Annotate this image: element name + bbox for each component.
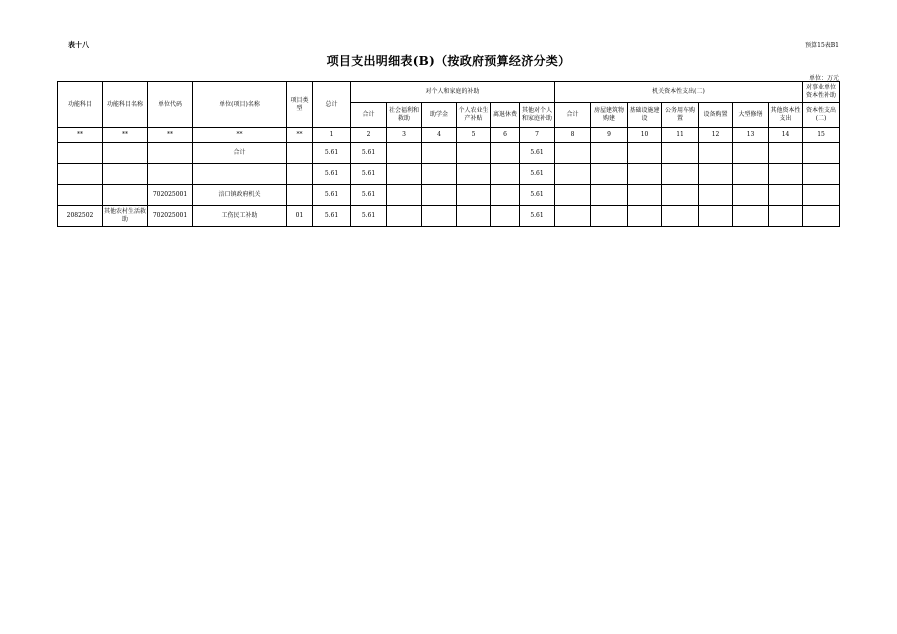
index-cell: 2 [351,128,387,143]
cell-func-name: 其他农村生活救助 [103,206,148,227]
cell-project-type: 01 [287,206,313,227]
sub-other-personal: 其他对个人和家庭补助 [520,103,555,128]
col-func-name: 功能科目名称 [103,82,148,128]
index-cell: ** [287,128,313,143]
unit-label: 单位：万元 [808,75,839,82]
form-code: 预算15表B1 [805,42,839,49]
cell-personal-total: 5.61 [351,143,387,164]
index-cell: ** [103,128,148,143]
cell-func-name [103,164,148,185]
cell-unit-code [148,143,193,164]
index-row [58,128,840,143]
index-cell: 8 [555,128,591,143]
sub-infrastructure: 基础设施建设 [628,103,662,128]
index-cell: ** [148,128,193,143]
index-cell: 12 [699,128,733,143]
cell-personal-total: 5.61 [351,206,387,227]
cell-total: 5.61 [313,206,351,227]
cell-unit-name: 工伤民工补助 [193,206,287,227]
cell-total: 5.61 [313,143,351,164]
col-project-type: 项目类型 [287,82,313,128]
table-row [58,206,840,227]
cell-other-personal: 5.61 [520,143,555,164]
cell-unit-name [193,164,287,185]
table-row [58,164,840,185]
cell-other-personal: 5.61 [520,206,555,227]
index-cell: 9 [591,128,628,143]
sub-social-welfare: 社会福利和救助 [387,103,422,128]
col-total: 总计 [313,82,351,128]
index-cell: 15 [803,128,840,143]
sub-vehicle: 公务用车购置 [662,103,699,128]
sub-capital-total: 合计 [555,103,591,128]
table-row [58,143,840,164]
cell-unit-code [148,164,193,185]
cell-func-code [58,143,103,164]
index-cell: 4 [422,128,457,143]
col-unit-code: 单位代码 [148,82,193,128]
index-cell: 5 [457,128,491,143]
sub-other-capital: 其他资本性支出 [769,103,803,128]
index-cell: 7 [520,128,555,143]
index-cell: 13 [733,128,769,143]
sub-agri-subsidy: 个人农业生产补贴 [457,103,491,128]
table-number: 表十八 [68,40,89,49]
cell-func-code [58,185,103,206]
sub-personal-total: 合计 [351,103,387,128]
index-cell: 10 [628,128,662,143]
cell-project-type [287,185,313,206]
index-cell: ** [193,128,287,143]
cell-unit-code: 702025001 [148,206,193,227]
cell-personal-total: 5.61 [351,185,387,206]
sub-repair: 大型修缮 [733,103,769,128]
sub-building: 房屋建筑物购建 [591,103,628,128]
cell-other-personal: 5.61 [520,185,555,206]
cell-func-name [103,143,148,164]
index-cell: ** [58,128,103,143]
group-capital-expenditure: 机关资本性支出(二) [555,82,803,103]
cell-total: 5.61 [313,164,351,185]
cell-unit-name: 合计 [193,143,287,164]
group-personal-subsidy: 对个人和家庭的补助 [351,82,555,103]
project-expenditure-table [57,81,840,227]
sub-enterprise-capital: 资本性支出(二) [803,103,840,128]
cell-func-code [58,164,103,185]
cell-project-type [287,164,313,185]
table-row [58,185,840,206]
sub-equipment: 设备购置 [699,103,733,128]
col-unit-name: 单位(项目)名称 [193,82,287,128]
index-cell: 1 [313,128,351,143]
cell-unit-code: 702025001 [148,185,193,206]
index-cell: 6 [491,128,520,143]
page-title: 项目支出明细表(B)（按政府预算经济分类） [326,54,571,68]
index-cell: 14 [769,128,803,143]
group-enterprise-capital: 对事业单位资本性补助 [803,82,840,103]
sub-retirement: 离退休费 [491,103,520,128]
cell-unit-name: 涪口镇政府机关 [193,185,287,206]
col-func-code: 功能科目 [58,82,103,128]
cell-func-name [103,185,148,206]
cell-other-personal: 5.61 [520,164,555,185]
cell-project-type [287,143,313,164]
cell-personal-total: 5.61 [351,164,387,185]
cell-func-code: 2082502 [58,206,103,227]
cell-total: 5.61 [313,185,351,206]
sub-scholarship: 助学金 [422,103,457,128]
index-cell: 3 [387,128,422,143]
index-cell: 11 [662,128,699,143]
header-row-1 [58,82,840,103]
